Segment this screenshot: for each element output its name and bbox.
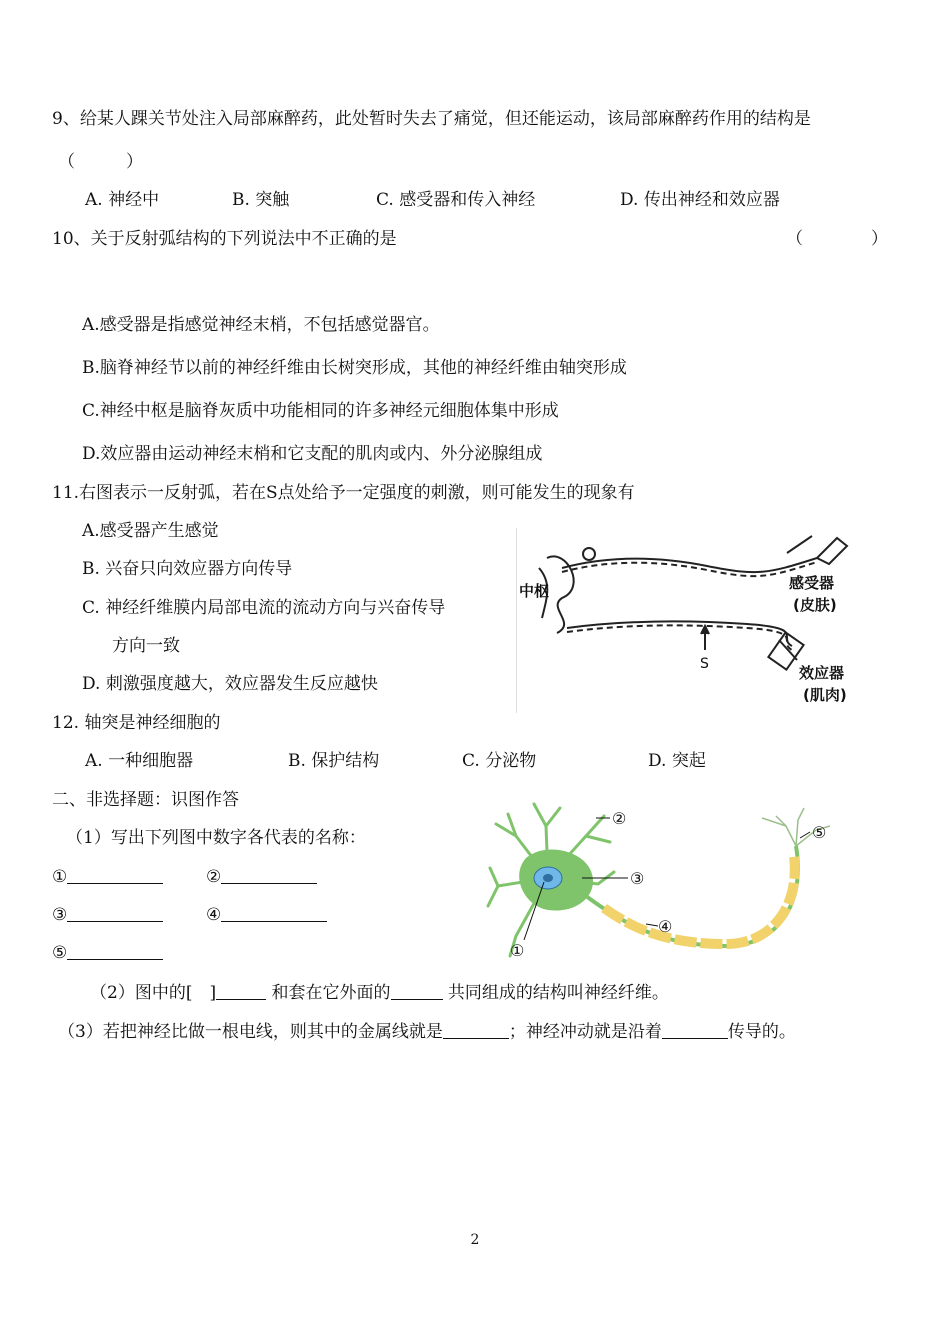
- q9-option-c: C. 感受器和传入神经: [376, 190, 536, 210]
- part2-blank-1[interactable]: [216, 983, 266, 1000]
- q10-option-c: C.神经中枢是脑脊灰质中功能相同的许多神经元细胞体集中形成: [82, 401, 559, 421]
- q9-option-b: B. 突触: [232, 190, 290, 210]
- neuron-label-3: ③: [630, 869, 645, 888]
- afferent-fiber: [562, 558, 817, 572]
- label-5: ⑤: [52, 943, 68, 963]
- q11-option-b: B. 兴奋只向效应器方向传导: [82, 559, 293, 579]
- q9-stem: 9、给某人踝关节处注入局部麻醉药，此处暂时失去了痛觉，但还能运动，该局部麻醉药作用的结构是: [52, 109, 811, 129]
- answer-line-2: [206, 866, 317, 888]
- section2-title: 二、非选择题：识图作答: [52, 790, 239, 810]
- q11-stem: 11.右图表示一反射弧，若在S点处给予一定强度的刺激，则可能发生的现象有: [52, 483, 635, 503]
- reflex-arc-figure: [516, 528, 862, 713]
- receptor-label: 感受器: [789, 574, 835, 592]
- neuron-label-1: ①: [510, 941, 525, 960]
- q10-option-b: B.脑脊神经节以前的神经纤维由长树突形成，其他的神经纤维由轴突形成: [82, 358, 627, 378]
- q9-option-d: D. 传出神经和效应器: [620, 190, 780, 210]
- q11-option-c: C. 神经纤维膜内局部电流的流动方向与兴奋传导: [82, 598, 446, 618]
- label-2: ②: [206, 867, 222, 887]
- q11-option-d: D. 刺激强度越大，效应器发生反应越快: [82, 674, 378, 694]
- part3-blank-2[interactable]: [662, 1022, 728, 1039]
- ganglion-cell-body: [583, 548, 595, 560]
- q12-option-a: A. 一种细胞器: [85, 751, 194, 771]
- section2-part3: [58, 1021, 796, 1043]
- q10-answer-paren: （ ）: [786, 229, 888, 249]
- part3-text-c: 传导的。: [727, 1022, 796, 1042]
- spinal-cord-outline: [547, 556, 574, 633]
- part2-text-c: 共同组成的结构叫神经纤维。: [447, 983, 669, 1003]
- part3-text-b: ；神经冲动就是沿着: [508, 1022, 662, 1042]
- blank-3[interactable]: [67, 905, 163, 922]
- label-4: ④: [206, 905, 222, 925]
- neuron-diagram: [486, 796, 838, 968]
- label-1: ①: [52, 867, 68, 887]
- q10-option-a: A.感受器是指感觉神经末梢，不包括感觉器官。: [82, 315, 440, 335]
- nucleolus: [543, 874, 553, 882]
- receptor-sub-label: (皮肤): [793, 596, 837, 614]
- receptor-shape: [817, 538, 847, 564]
- neuron-label-2: ②: [612, 809, 627, 828]
- answer-line-3: [52, 904, 163, 926]
- blank-2[interactable]: [221, 867, 317, 884]
- effector-label: 效应器: [799, 664, 845, 682]
- q11-option-c-continued: 方向一致: [112, 636, 180, 656]
- part3-text-a: （3）若把神经比做一根电线，则其中的金属线就是: [58, 1022, 443, 1042]
- answer-line-5: [52, 942, 163, 964]
- section2-part1-prompt: （1）写出下列图中数字各代表的名称：: [66, 828, 366, 848]
- answer-line-4: [206, 904, 327, 926]
- blank-4[interactable]: [221, 905, 327, 922]
- q12-option-d: D. 突起: [648, 751, 706, 771]
- q9-answer-paren: （ ）: [58, 152, 143, 172]
- label-3: ③: [52, 905, 68, 925]
- q12-option-c: C. 分泌物: [462, 751, 537, 771]
- q12-stem: 12. 轴突是神经细胞的: [52, 713, 221, 733]
- effector-sub-label: (肌肉): [803, 686, 847, 704]
- stimulus-s-label: S: [700, 656, 709, 672]
- part2-text-a: （2）图中的[ ]: [90, 983, 217, 1003]
- part2-blank-2[interactable]: [391, 983, 443, 1000]
- page-number: 2: [470, 1232, 480, 1248]
- q9-option-a: A. 神经中: [85, 190, 160, 210]
- q10-stem: 10、关于反射弧结构的下列说法中不正确的是: [52, 229, 397, 249]
- blank-5[interactable]: [67, 943, 163, 960]
- q10-option-d: D.效应器由运动神经末梢和它支配的肌肉或内、外分泌腺组成: [82, 444, 543, 464]
- center-label: 中枢: [519, 582, 550, 600]
- blank-1[interactable]: [67, 867, 163, 884]
- q12-option-b: B. 保护结构: [288, 751, 380, 771]
- q11-option-a: A.感受器产生感觉: [82, 521, 219, 541]
- neuron-label-5: ⑤: [812, 823, 827, 842]
- neuron-label-4: ④: [658, 917, 673, 936]
- section2-part2: [90, 982, 669, 1004]
- answer-line-1: [52, 866, 163, 888]
- reflex-arc-diagram: [517, 528, 862, 713]
- part2-text-b: 和套在它外面的: [271, 983, 391, 1003]
- neuron-figure: [486, 796, 838, 968]
- part3-blank-1[interactable]: [443, 1022, 509, 1039]
